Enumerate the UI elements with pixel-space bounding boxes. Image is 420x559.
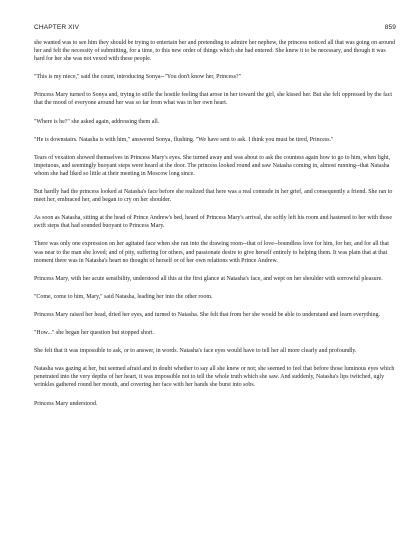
paragraph: "How..." she began her question but stopped short. [34,330,155,337]
paragraph: she wanted was to see him they should be trying to entertain her and pretending to admire her nephew, the princess noticed all that was going on around her and felt the necessity of submitting, for a time, to this new order of things which she had entered. She knew it to be necessary, and though it was hard for her she was not vexed with these people. [34,40,396,63]
paragraph: Princess Mary, with her acute sensibility, understood all this at the first glance at Natasha's face, and wept on her shoulder with sorrowful pleasure. [34,275,383,282]
chapter-heading: CHAPTER XIV [34,24,80,31]
paragraph: "Where is he?" she asked again, addressing them all. [34,118,160,125]
paragraph: Tears of vexation showed themselves in Princess Mary's eyes. She turned away and was about to ask the countess again how to go to him, when light, impetuous, and seemingly buoyant steps were heard at the door. The princess looked round and saw Natasha coming in, almost running--that Natasha whom she had liked so little at their meeting in Moscow long since. [34,154,391,177]
paragraph: "This is my niece," said the count, introducing Sonya--"You don't know her, Princess?" [34,74,241,81]
paragraph: Princess Mary understood. [34,400,98,407]
page-number: 859 [384,24,396,31]
paragraph: "He is downstairs. Natasha is with him," answered Sonya, flushing. "We have sent to ask. I think you must be tired, Princess." [34,136,334,143]
paragraph: There was only one expression on her agitated face when she ran into the drawing room--that of love--boundless love for him, for her, and for all that was near to the man she loved; and of pity, suffering for others, and passionate desire to give herself entirely to helping them. It was plain that at that moment there was in Natasha's heart no thought of herself or of her own relations with Prince Andrew. [34,241,389,264]
body-text [34,39,396,418]
paragraph: "Come, come to him, Mary," said Natasha, leading her into the other room. [34,293,213,300]
paragraph: She felt that it was impossible to ask, or to answer, in words. Natasha's face eyes would have to tell her all more clearly and profoundly. [34,348,357,355]
paragraph: Natasha was gazing at her, but seemed afraid and in doubt whether to say all she knew or not; she seemed to feel that before those luminous eyes which penetrated into the very depths of her heart, it was impossible not to tell the whole truth which she saw. And suddenly, Natasha's lips twitched, ugly wrinkles gathered round her mouth, and covering her face with her hands she burst into sobs. [34,366,395,389]
paragraph: As soon as Natasha, sitting at the head of Prince Andrew's bed, heard of Princess Mary's arrival, she softly left his room and hastened to her with those swift steps that had sounded buoyant to Princess Mary. [34,215,392,230]
running-header [34,24,396,36]
paragraph: Princess Mary raised her head, dried her eyes, and turned to Natasha. She felt that from her she would be able to understand and learn everything. [34,311,381,318]
paragraph: Princess Mary turned to Sonya and, trying to stifle the hostile feeling that arose in her toward the girl, she kissed her. But she felt oppressed by the fact that the mood of everyone around her was so far from what was in her own heart. [34,92,392,107]
paragraph: But hardly had the princess looked at Natasha's face before she realized that here was a real comrade in her grief, and consequently a friend. She ran to meet her, embraced her, and began to cry on her shoulder. [34,189,393,204]
